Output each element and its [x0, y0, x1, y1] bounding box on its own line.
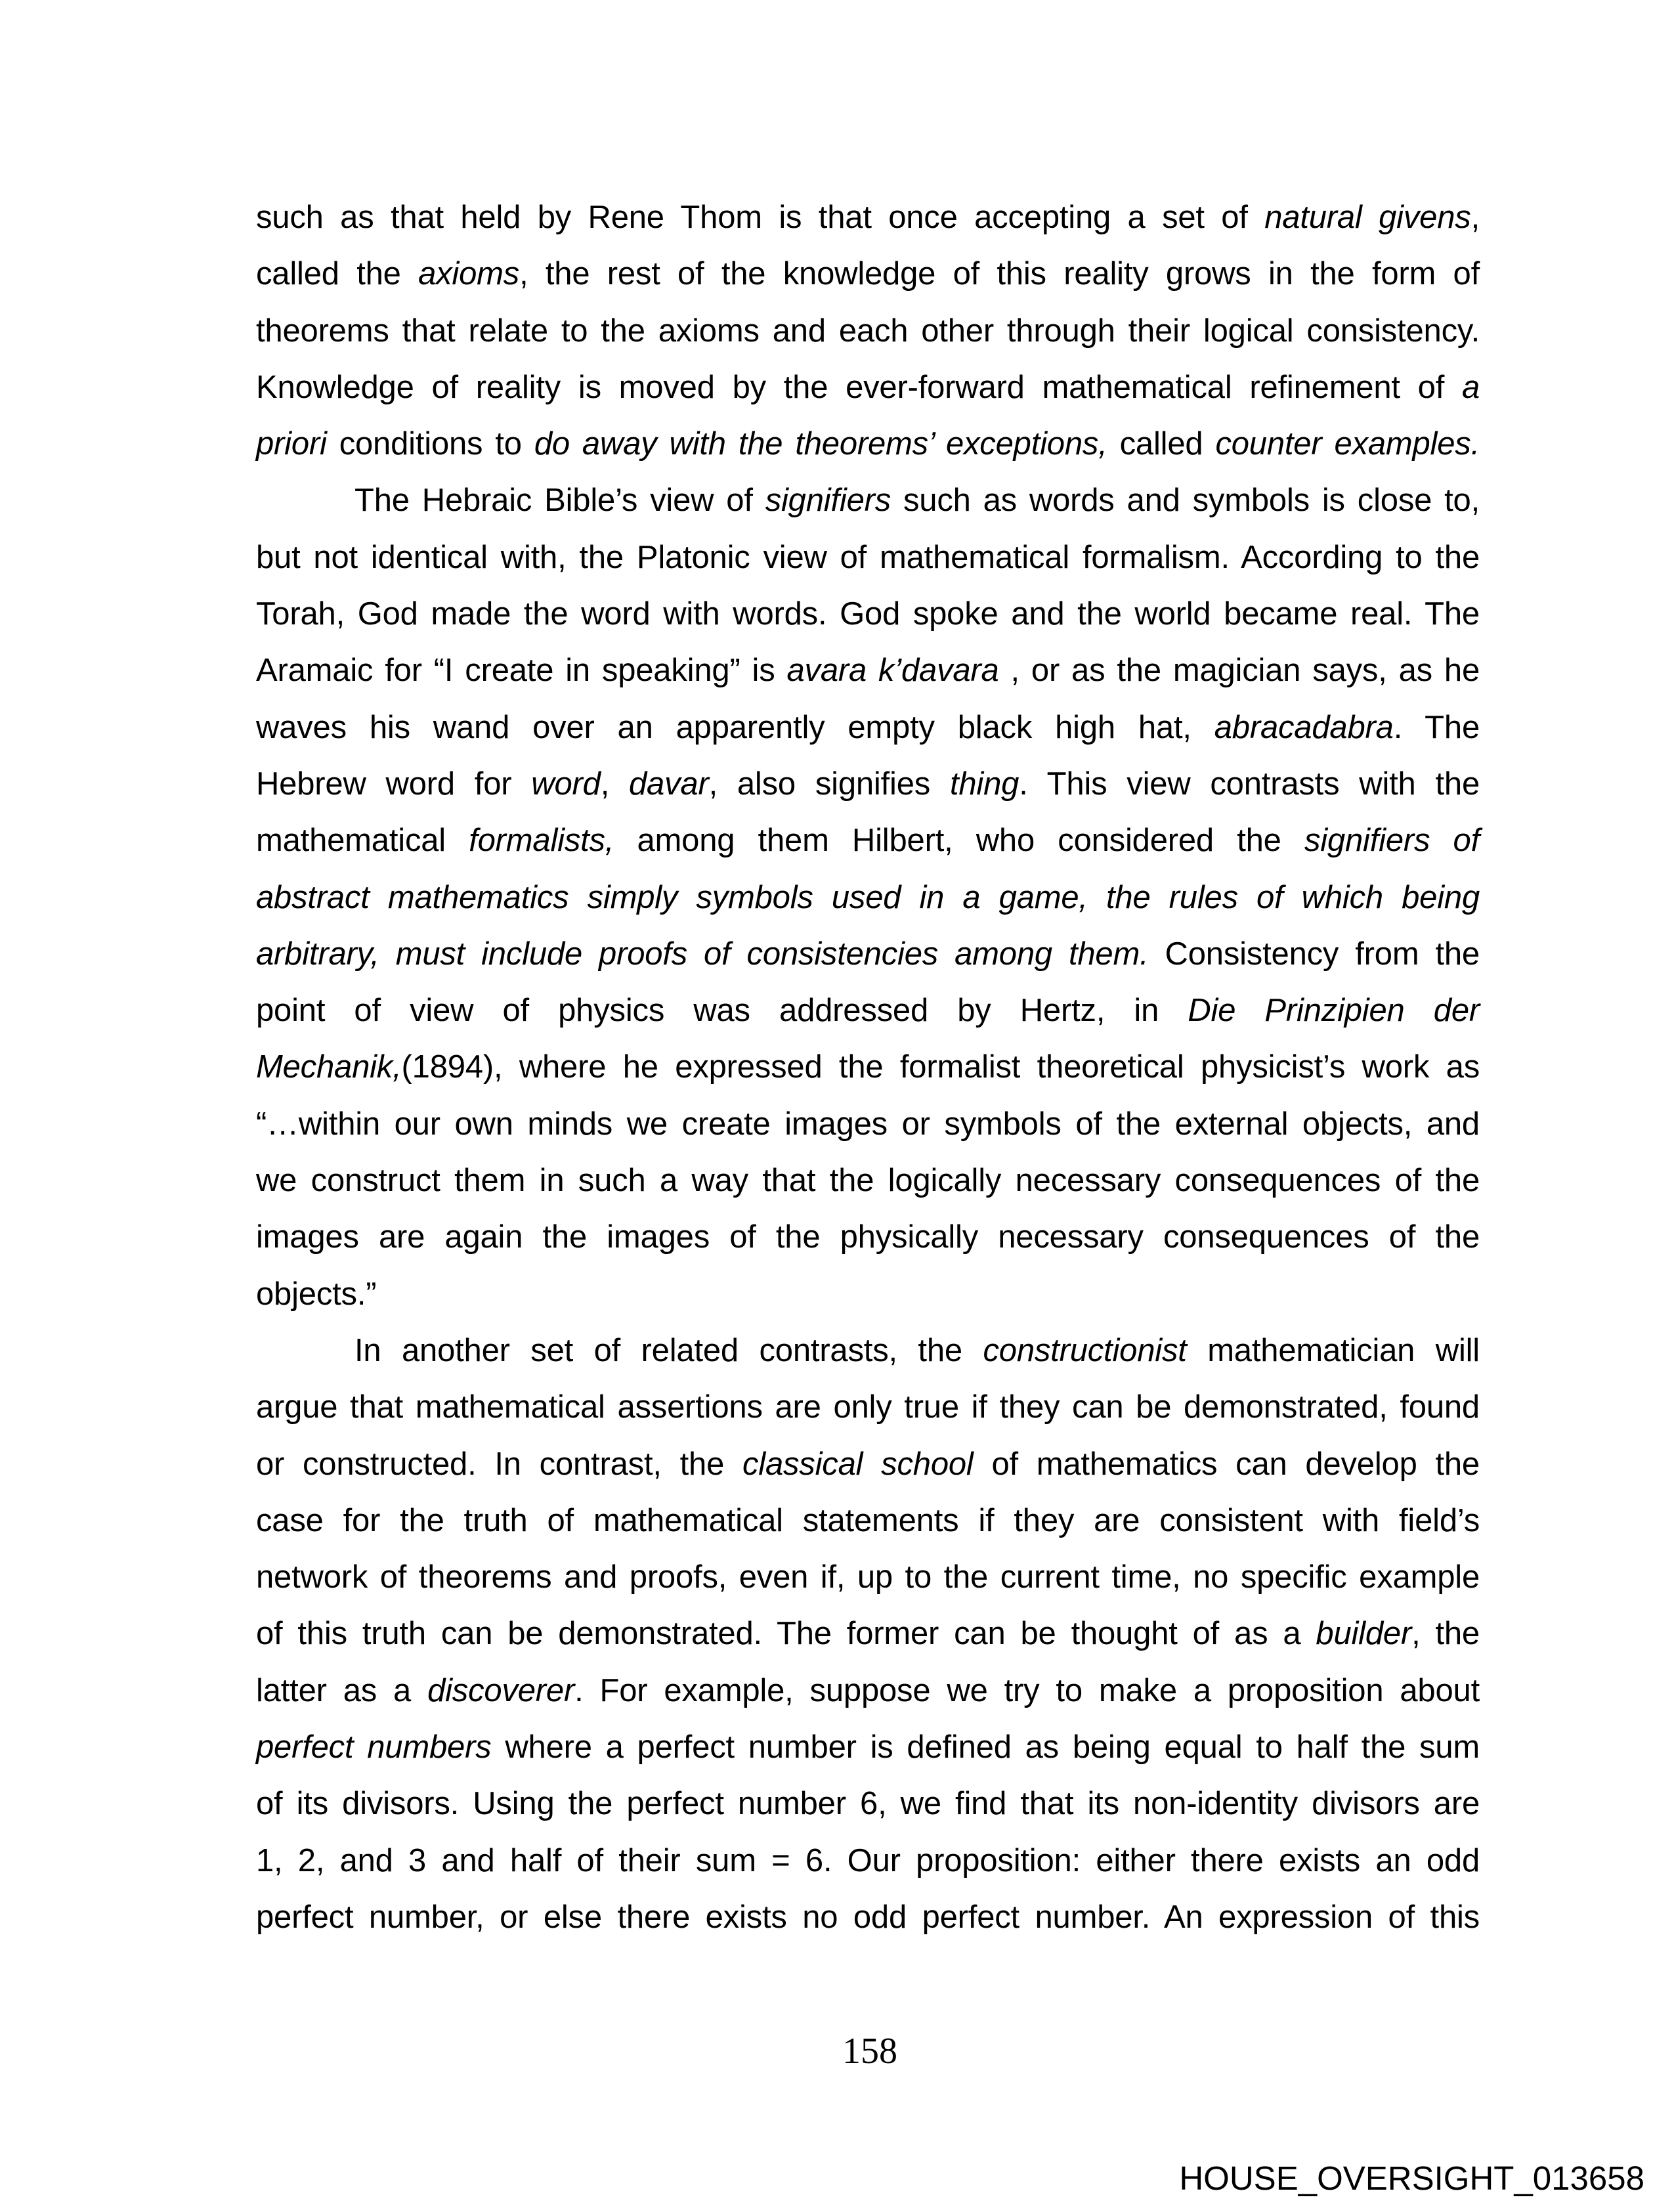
text-segment: priori	[256, 426, 327, 462]
text-segment: latter as a	[256, 1672, 428, 1708]
text-segment: theorems that relate to the axioms and each other through their logical consistency.	[256, 313, 1480, 349]
text-segment: Hebrew word for	[256, 766, 532, 802]
text-line	[256, 1379, 1480, 1435]
document-text	[256, 189, 1480, 1945]
text-segment: do away with the theorems’ exceptions,	[534, 426, 1107, 462]
text-line	[256, 1832, 1480, 1889]
text-segment: Die Prinzipien der	[1188, 993, 1480, 1029]
text-segment: case for the truth of mathematical statements if they are consistent with field’s	[256, 1502, 1480, 1538]
bates-number: HOUSE_OVERSIGHT_013658	[1179, 2159, 1644, 2197]
text-segment: abstract mathematics simply symbols used in a game, the rules of which being	[256, 879, 1480, 915]
text-segment: formalists,	[469, 823, 614, 859]
text-segment: builder	[1316, 1616, 1412, 1652]
text-segment: point of view of physics was addressed by Hertz, in	[256, 993, 1188, 1029]
text-line	[256, 1719, 1480, 1775]
text-line	[256, 1549, 1480, 1605]
text-segment: perfect numbers	[256, 1729, 492, 1766]
text-line	[256, 529, 1480, 586]
text-line	[256, 1889, 1480, 1945]
text-line	[256, 1775, 1480, 1832]
text-line	[256, 869, 1480, 926]
text-segment: but not identical with, the Platonic view of mathematical formalism. According to the	[256, 539, 1480, 575]
text-segment: davar	[629, 766, 709, 802]
text-line	[256, 642, 1480, 699]
text-line	[256, 1152, 1480, 1209]
text-segment: among them Hilbert, who considered the	[614, 823, 1304, 859]
text-segment: called the	[256, 256, 419, 292]
text-line	[256, 699, 1480, 756]
text-segment: such as words and symbols is close to,	[891, 483, 1480, 519]
paragraph	[256, 1322, 1480, 1945]
text-line	[256, 1096, 1480, 1152]
page-number: 158	[842, 2031, 897, 2071]
text-segment: ,	[600, 766, 629, 802]
text-segment: classical school	[742, 1446, 974, 1482]
text-line	[256, 926, 1480, 982]
text-segment: argue that mathematical assertions are only true if they can be demonstrated, found	[256, 1389, 1480, 1425]
text-segment: word	[531, 766, 601, 802]
text-segment: network of theorems and proofs, even if, up to the current time, no specific example	[256, 1559, 1480, 1595]
text-line	[256, 982, 1480, 1039]
text-segment: such as that held by Rene Thom is that once accepting a set of	[256, 200, 1265, 235]
text-segment: natural givens	[1264, 200, 1471, 235]
paragraph	[256, 472, 1480, 1322]
text-line	[256, 1492, 1480, 1549]
text-segment: perfect number, or else there exists no odd perfect number. An expression of this	[256, 1899, 1480, 1935]
text-line	[256, 359, 1480, 416]
text-segment: a	[1461, 369, 1480, 405]
text-line	[256, 1436, 1480, 1492]
text-segment: The Hebraic Bible’s view of	[354, 483, 765, 519]
text-line	[256, 1266, 1480, 1322]
text-segment: , the rest of the knowledge of this reality grows in the form of	[519, 256, 1480, 292]
text-segment: , also signifies	[708, 766, 950, 802]
text-segment: waves his wand over an apparently empty black high hat,	[256, 709, 1214, 745]
text-segment: images are again the images of the physically necessary consequences of the	[256, 1219, 1480, 1255]
text-line	[256, 189, 1480, 246]
text-segment: ,	[1470, 200, 1480, 235]
text-segment: Knowledge of reality is moved by the ever-forward mathematical refinement of	[256, 369, 1462, 405]
text-line	[256, 1322, 1480, 1379]
text-line	[256, 246, 1480, 302]
text-segment: thing	[949, 766, 1019, 802]
text-segment: constructionist	[983, 1332, 1187, 1368]
text-line	[256, 1605, 1480, 1662]
text-segment: “…within our own minds we create images or symbols of the external objects, and	[256, 1106, 1480, 1142]
text-segment: of mathematics can develop the	[973, 1446, 1480, 1482]
text-line	[256, 416, 1480, 472]
text-line	[256, 472, 1480, 529]
text-segment: . The	[1393, 709, 1480, 745]
text-segment: (1894), where he expressed the formalist theoretical physicist’s work as	[401, 1049, 1480, 1085]
text-line	[256, 756, 1480, 812]
text-segment: where a perfect number is defined as being equal to half the sum	[491, 1729, 1480, 1766]
text-segment: discoverer	[427, 1672, 575, 1708]
text-segment: we construct them in such a way that the logically necessary consequences of the	[256, 1163, 1480, 1199]
text-segment: of its divisors. Using the perfect number 6, we find that its non-identity divisors are	[256, 1786, 1480, 1822]
text-segment: avara k’davara	[786, 653, 999, 689]
text-line	[256, 1039, 1480, 1095]
text-line	[256, 1209, 1480, 1265]
text-segment: abracadabra	[1214, 709, 1394, 745]
text-segment: . For example, suppose we try to make a proposition about	[574, 1672, 1480, 1708]
text-segment: signifiers	[765, 483, 891, 519]
text-line	[256, 812, 1480, 869]
text-segment: signifiers of	[1304, 823, 1480, 859]
text-segment: In another set of related contrasts, the	[354, 1332, 983, 1368]
paragraph	[256, 189, 1480, 472]
text-segment: mathematician will	[1186, 1332, 1480, 1368]
text-segment: . This view contrasts with the	[1019, 766, 1480, 802]
text-segment: counter examples.	[1215, 426, 1480, 462]
text-segment: of this truth can be demonstrated. The former can be thought of as a	[256, 1616, 1316, 1652]
text-segment: mathematical	[256, 823, 469, 859]
text-segment: 1, 2, and 3 and half of their sum = 6. Our proposition: either there exists an odd	[256, 1842, 1480, 1878]
text-segment: or constructed. In contrast, the	[256, 1446, 742, 1482]
text-segment: conditions to	[326, 426, 534, 462]
text-segment: arbitrary, must include proofs of consistencies among them.	[256, 936, 1149, 972]
text-segment: Mechanik,	[256, 1049, 402, 1085]
text-segment: objects.”	[256, 1276, 377, 1312]
text-segment: Aramaic for “I create in speaking” is	[256, 653, 787, 689]
text-line	[256, 586, 1480, 642]
text-segment: Consistency from the	[1148, 936, 1480, 972]
text-segment: Torah, God made the word with words. God spoke and the world became real. The	[256, 596, 1480, 632]
text-segment: , or as the magician says, as he	[998, 653, 1480, 689]
text-segment: axioms	[418, 256, 520, 292]
text-segment: , the	[1411, 1616, 1480, 1652]
text-line	[256, 303, 1480, 359]
text-line	[256, 1662, 1480, 1719]
text-segment: called	[1107, 426, 1216, 462]
